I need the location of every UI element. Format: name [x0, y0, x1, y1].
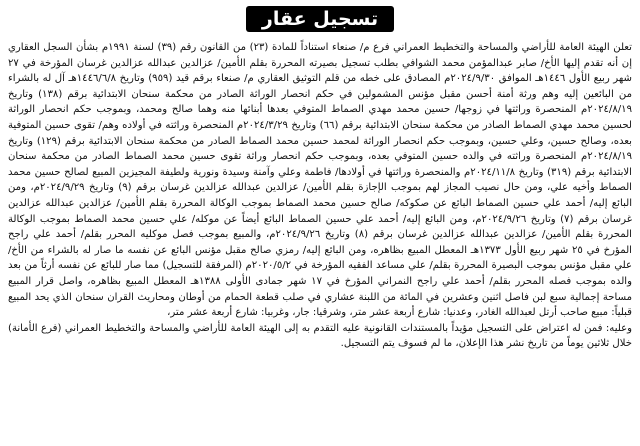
notice-body	[8, 40, 632, 352]
notice-paragraph: تعلن الهيئة العامة للأراضي والمساحة والتخطيط العمراني فرع م/ صنعاء استناداً للمادة (٢٣) من القانون رقم (٣٩) لسنة ١٩٩١م بشأن السجل العقاري إن أنه تقدم إليها الأخ/ صابر عبدالمؤمن محمد الشوافي بطلب تسجيل بصيرته المحررة بقلم الأمين/ عزالدين عبدالله عزالدين غرسان المؤرخة في ٢٧ شهر ربيع الأول ١٤٤٦هـ الموافق ٢٠٢٤/٩/٣٠م المصادق على خطه من قلم التوثيق العقاري م/ صنعاء برقم قيد (٩٥٩) وتاريخ ١٤٤٦/٦/٨هـ آل له بالشراء من البائعين إليه وهم ورثة أمنة أحسن مقبل مؤنس المشمولين في حكم انحصار الوراثة الصادر من محكمة سنحان الابتدائية برقم (١٣٨) وتاريخ ٢٠٢٤/٨/١٩م المنحصرة وراثتها في زوجها/ حسين محمد مهدي الصماط المتوفي بعدها أبنائها منه وهما صالح ومحمد، وبموجب حكم انحصار الوراثة لحسين محمد مهدي الصماط الصادر من محكمة سنحان الابتدائية برقم (٦٦) وتاريخ ٢٠٢٤/٣/٢٩م المنحصرة وراثته في أولاده وهم/ تقوى حسين المتوفية بعده، وصالح حسين، وعلي حسين، وبموجب حكم انحصار الوراثة لمحمد حسين محمد الصماط الصادر من محكمة سنحان الابتدائية برقم (١٢٩) وتاريخ ٢٠٢٤/٨/١٩م المنحصرة وراثته في والده حسين المتوفي بعده، وبموجب حكم انحصار وراثة تقوى حسين محمد الصماط الصادر من محكمة سنحان الابتدائية برقم (٣١٩) وتاريخ ٢٠٢٤/١١/٨م والمنحصرة وراثتها في أولادها/ فاطمة وعلي وآمنة وسيدة ونورية ولطيفة المجيزين المبيع لصالح حسين محمد الصماط وأخيه علي، ومن حال نصيب المجاز لهم بموجب الإجازة بقلم الأمين/ عزالدين عبدالله عزالدين غرسان برقم (٩) وتاريخ ٢٠٢٤/٩/٢٩م، ومن البائع إليه/ أحمد علي حسين الصماط البائع عن صكوكه/ صالح حسين محمد الصماط بموجب الوكالة المحررة بقلم الأمين/ عزالدين عبدالله عزالدين غرسان برقم (٧) وتاريخ ٢٠٢٤/٩/٢٦م، ومن البائع إليه/ أحمد علي حسين الصماط البائع أيضاً عن موكله/ علي حسين محمد الصماط بموجب الوكالة المحررة بقلم الأمين/ عزالدين عبدالله عزالدين غرسان برقم (٨) وتاريخ ٢٠٢٤/٩/٢٦م، والمبيع بموجب فصل موكليه المحرر بقلم/ أحمد علي راجح المؤرخ في ٢٥ شهر ربيع الأول ١٣٧٣هـ المعطل المبيع بظاهره، ومن البائع إليه/ رمزي صالح مقبل مؤنس البائع عن نفسه ما صار له بالشراء من الأخ/ علي مقبل مؤنس بموجب البصيرة المحررة بقلم/ علي مساعد الفقيه المؤرخة في ٢٠٢٠/٥/٢م (المرفقة للتسجيل) مما صار للبائع عن نفسه أرثاً من بعد والده بموجب فصله المحرر بقلم/ أحمد علي راجح النمراني المؤرخ في ١٧ شهر جمادى الأولى ١٣٨٨هـ المعطل المبيع بظاهره، واصل قرار المبيع مساحة إجمالية سبع لبن فاصل اثنين وعشرين في المائة من اللبنة عشاري في صلب قطعة الحمام من أوطان ومحاريث القران سنحان الذي يحد المبيع قبلياً: مبيع صاحب أرتل لعبدالله الغادر، وعدنيا: شارع أربعة عشر متر، وشرقيا: جار، وغربيا: شارع أربعة عشر متر،	[8, 42, 633, 319]
notice-closing: وعليه: فمن له اعتراض على التسجيل مؤيداً بالمستندات القانونية عليه التقدم به إلى الهيئة العامة للأراضي والمساحة والتخطيط العمراني (فرع الأمانة) خلال ثلاثين يوماً من تاريخ نشر هذا الإعلان، ما لم فسوف يتم التسجيل.	[8, 322, 632, 350]
title-wrap	[8, 4, 632, 34]
notice-title: تسجيل عقار	[246, 6, 394, 32]
